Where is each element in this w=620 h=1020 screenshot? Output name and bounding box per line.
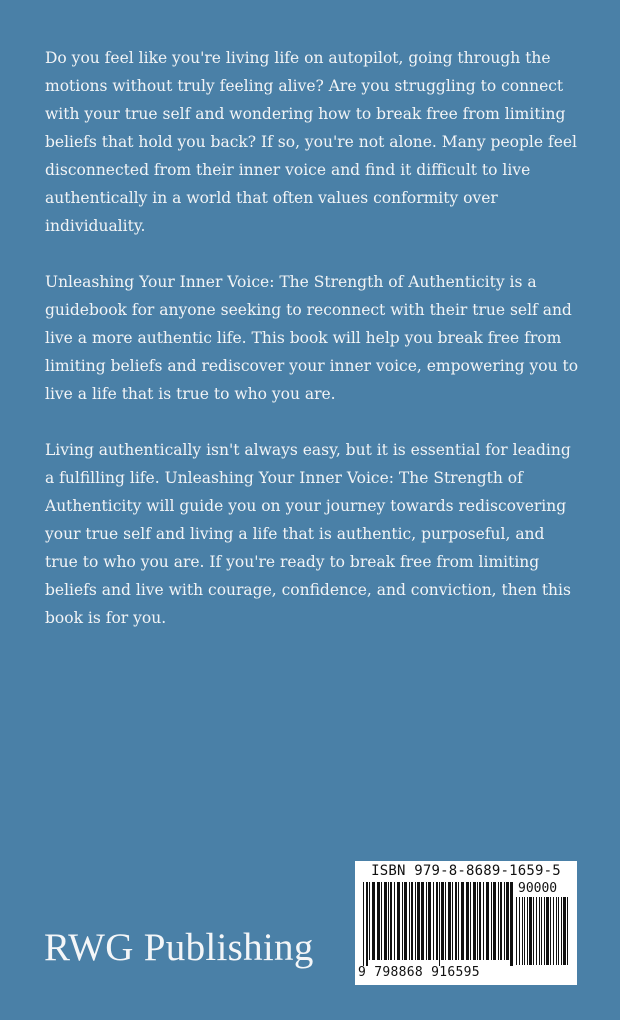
barcode-bar <box>539 897 540 965</box>
barcode-bar <box>563 897 566 965</box>
barcode-bar <box>426 882 427 960</box>
barcode-bar <box>439 882 440 966</box>
barcode-bar <box>377 882 380 960</box>
barcode-bar <box>455 882 457 960</box>
barcode-bar <box>504 882 505 960</box>
barcode-bar <box>458 882 459 960</box>
blurb-paragraph-2: Unleashing Your Inner Voice: The Strength of Authenticity is a guidebook for anyone seeking to reconnect with their true self and live a more authentic life. This book will help you break free from limiting beliefs and rediscover your inner voice, empowering you to live a life that is true to who you are. <box>45 273 579 403</box>
barcode-bar <box>452 882 453 960</box>
blurb-paragraph-1: Do you feel like you're living life on autopilot, going through the motions without truly feeling alive? Are you struggling to connect with your true self and wondering how to break free from limiting beliefs that hold you back? If so, you're not alone. Many people feel disconnected from their inner voice and find it difficult to live authentically in a world that often values conformity over individuality. <box>45 49 578 235</box>
barcode-bar <box>470 882 471 960</box>
barcode-addon-bars <box>516 897 572 965</box>
publisher-name: RWG Publishing <box>44 926 314 969</box>
barcode-bar <box>546 897 549 965</box>
barcode-bar <box>556 897 557 965</box>
barcode-bar <box>366 882 368 966</box>
barcode-bar <box>394 882 395 960</box>
barcode-bar <box>397 882 400 960</box>
barcode-bar <box>415 882 416 960</box>
barcode-bar <box>433 882 434 960</box>
isbn-barcode <box>355 861 577 985</box>
barcode-bar <box>404 882 407 960</box>
barcode-bar <box>544 897 545 965</box>
barcode-bars <box>363 882 513 966</box>
barcode-bar <box>558 897 559 965</box>
barcode-bar <box>519 897 520 965</box>
barcode-bar <box>411 882 413 960</box>
price-code: 90000 <box>518 881 558 896</box>
barcode-bar <box>466 882 469 960</box>
barcode-bar <box>493 882 496 960</box>
barcode-bar <box>445 882 446 960</box>
isbn-label: ISBN 979-8-8689-1659-5 <box>371 863 561 879</box>
barcode-bar <box>533 897 534 965</box>
barcode-bar <box>473 882 476 960</box>
barcode-bar <box>402 882 403 960</box>
barcode-bar <box>510 882 513 966</box>
barcode-bar <box>479 882 481 960</box>
barcode-bar <box>409 882 410 960</box>
barcode-bar <box>388 882 389 960</box>
barcode-bar <box>421 882 424 960</box>
barcode-bar <box>524 897 525 965</box>
barcode-bar <box>483 882 484 960</box>
barcode-bar <box>527 897 528 965</box>
ean-digits: 9 798868 916595 <box>358 965 480 980</box>
barcode-bar <box>381 882 382 960</box>
barcode-bar <box>436 882 438 960</box>
barcode-bar <box>536 897 537 965</box>
barcode-bar <box>372 882 375 960</box>
barcode-bar <box>441 882 444 960</box>
barcode-bar <box>553 897 554 965</box>
barcode-bar <box>567 897 568 965</box>
barcode-bar <box>417 882 420 960</box>
blurb-paragraph-3: Living authentically isn't always easy, but it is essential for leading a fulfilling life. Unleashing Your Inner Voice: The Strength of Authenticity will guide you on your journey towards rediscovering your true self and living a life that is authentic, purposeful, and true to who you are. If you're ready to break free from limiting beliefs and live with courage, confidence, and conviction, then this book is for you. <box>45 441 571 627</box>
barcode-bar <box>529 897 532 965</box>
blurb-text <box>45 44 580 660</box>
barcode-bar <box>498 882 499 960</box>
barcode-bar <box>550 897 551 965</box>
barcode-bar <box>516 897 517 965</box>
barcode-bar <box>428 882 431 960</box>
barcode-bar <box>390 882 392 960</box>
barcode-bar <box>448 882 451 960</box>
barcode-bar <box>500 882 502 960</box>
barcode-bar <box>477 882 478 960</box>
barcode-bar <box>561 897 562 965</box>
barcode-bar <box>461 882 464 960</box>
barcode-bar <box>384 882 387 960</box>
barcode-bar <box>363 882 364 966</box>
barcode-bar <box>491 882 492 960</box>
barcode-bar <box>369 882 370 960</box>
barcode-bar <box>506 882 509 960</box>
barcode-bar <box>486 882 489 960</box>
barcode-bar <box>522 897 523 965</box>
barcode-bar <box>541 897 542 965</box>
